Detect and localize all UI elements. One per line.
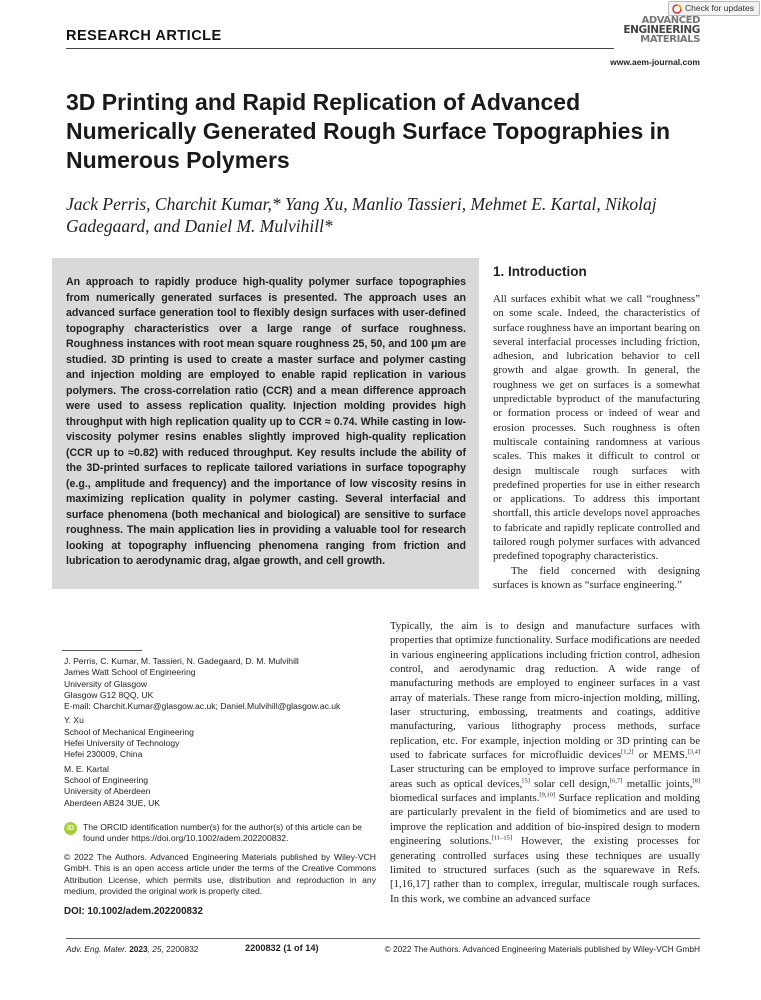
affiliation-line: Y. Xu: [64, 715, 84, 726]
affiliation-line: School of Engineering: [64, 774, 149, 785]
section-heading-introduction: 1. Introduction: [493, 264, 587, 279]
doi-link[interactable]: DOI: 10.1002/adem.202200832: [64, 906, 203, 917]
check-for-updates-button[interactable]: [668, 1, 760, 16]
introduction-column: [493, 292, 700, 592]
introduction-paragraph-2: [390, 619, 700, 906]
affiliation-line: Glasgow G12 8QQ, UK: [64, 689, 154, 700]
affiliation-block: [64, 764, 376, 809]
intro-text: solar cell design,: [529, 777, 611, 790]
orcid-note: [64, 822, 376, 845]
affiliation-line: James Watt School of Engineering: [64, 667, 196, 678]
intro-paragraph-1: All surfaces exhibit what we call “roughness” on some scale. Indeed, the characteristics of surface roughness have an important bearing on several interfacial processes including friction, adhesion, and lubrication behavior to cell growth and algae growth. In general, the roughness we get on surfaces is a somewhat unpredictable byproduct of the manufacturing or formation process or indeed of wear and erosion processes. Such roughness is often multiscale containing randomness at various scales. This makes it difficult to control or design multiscale rough surfaces with predefined properties for use in either research or applications. To address this important shortfall, this article develops novel approaches to fabricate and rapidly replicate controlled and tailored rough polymer surfaces with advanced predefined topography characteristics.: [493, 293, 700, 563]
affiliations: [64, 656, 376, 812]
reference-link[interactable]: [9,10]: [539, 791, 556, 799]
affiliation-line: School of Mechanical Engineering: [64, 726, 194, 737]
footer-rule: [66, 938, 700, 939]
footer-copyright: © 2022 The Authors. Advanced Engineering Materials published by Wiley-VCH GmbH: [384, 944, 700, 954]
orcid-note-text[interactable]: The ORCID identification number(s) for the author(s) of this article can be found under https://doi.org/10.1002/adem.202200832.: [83, 822, 362, 844]
author-list: Jack Perris, Charchit Kumar,* Yang Xu, Manlio Tassieri, Mehmet E. Kartal, Nikolaj Gadegaard, and Daniel M. Mulvihill*: [66, 194, 657, 236]
affiliation-line: J. Perris, C. Kumar, M. Tassieri, N. Gadegaard, D. M. Mulvihill: [64, 656, 299, 666]
affiliation-line: University of Glasgow: [64, 678, 148, 689]
update-check-icon: [672, 4, 682, 14]
intro-text: or MEMS.: [633, 749, 688, 762]
orcid-icon: iD: [64, 822, 77, 835]
footer-article-number: , 2200832: [161, 944, 199, 954]
intro-text: biomedical surfaces and implants.: [390, 792, 540, 805]
reference-link[interactable]: [5]: [522, 777, 530, 785]
affiliation-block: [64, 656, 376, 712]
affiliation-line: Aberdeen AB24 3UE, UK: [64, 797, 161, 808]
logo-line-3: MATERIALS: [640, 34, 700, 45]
article-title: 3D Printing and Rapid Replication of Advanced Numerically Generated Rough Surface Topographies in Numerous Polymers: [66, 89, 671, 173]
logo-line-1: ADVANCED: [641, 15, 700, 26]
affiliation-email-line[interactable]: E-mail: Charchit.Kumar@glasgow.ac.uk; Daniel.Mulvihill@glasgow.ac.uk: [64, 701, 341, 712]
intro-text: However, the existing processes for generating controlled surfaces using these techniques are usually limited to structured surfaces (such as the squarewave in Refs. [1,16,17] rather than to complex, irregular, multiscale rough surfaces. In this work, we combine an advanced surface: [390, 835, 701, 905]
footer-journal: Adv. Eng. Mater.: [66, 944, 127, 954]
license-text: © 2022 The Authors. Advanced Engineering Materials published by Wiley-VCH GmbH. This is an open access article under the terms of the Creative Commons Attribution License, which permits use, distribution and reproduction in any medium, provided the original work is properly cited.: [64, 852, 376, 896]
reference-link[interactable]: [6,7]: [610, 777, 623, 785]
affiliation-line: Hefei 230009, China: [64, 749, 143, 760]
footer-year: 2023: [129, 944, 148, 954]
affiliation-rule: [62, 650, 142, 651]
affiliation-block: [64, 715, 376, 760]
check-for-updates-label: Check for updates: [685, 3, 754, 13]
article-type-label: RESEARCH ARTICLE: [66, 28, 222, 44]
reference-link[interactable]: [11–15]: [491, 834, 512, 842]
affiliation-line: M. E. Kartal: [64, 763, 109, 774]
footer-citation: Adv. Eng. Mater. 2023, 25, 2200832: [66, 944, 199, 954]
intro-paragraph-2-start: The field concerned with designing surfaces is known as “surface engineering.”: [493, 564, 700, 591]
intro-text: metallic joints,: [622, 777, 693, 790]
reference-link[interactable]: [3,4]: [687, 748, 700, 756]
affiliation-line: University of Aberdeen: [64, 786, 151, 797]
logo-line-2: ENGINEERING: [623, 23, 700, 36]
reference-link[interactable]: [1,2]: [621, 748, 634, 756]
journal-url-link[interactable]: www.aem-journal.com: [610, 57, 700, 67]
intro-text: Typically, the aim is to design and manufacture surfaces with properties that optimize functionality. Surface modifications are needed in various engineering applications including friction control, adhesion control, and aerodynamic drag reduction. A wide range of manufacturing methods are employed to engineer surfaces in a vast array of materials. These range from micro-injection molding, milling, laser structuring, embossing, treatments and coatings, additive manufacturing, various lithography process methods, surface replication, etc. For example, injection molding or 3D printing can be used to fabricate surfaces for microfluidic devices: [390, 620, 700, 762]
journal-logo: [620, 16, 700, 45]
reference-link[interactable]: [8]: [692, 777, 700, 785]
intro-text: Surface replication and molding are particularly prevalent in the field of biomimetics and are used to improve the replication and addition of bio-inspired design to modern engineering solutions.: [390, 792, 700, 848]
footer-volume: 25: [152, 944, 162, 954]
abstract-text: An approach to rapidly produce high-quality polymer surface topographies from numerically generated surfaces is presented. The approach uses an advanced surface generation tool to flexibly design surfaces with user-defined topography characteristics over a large range of surface roughness. Roughness instances with root mean square roughness 25, 50, and 100 μm are studied. 3D printing is used to create a master surface and polymer casting and injection molding are employed to enable rapid replication in various polymers. The cross-correlation ratio (CCR) and a mean difference approach were used to assess replication quality. Injection molding provides high throughput with high replication quality up to CCR ≈ 0.74. While casting in low-viscosity polymer resins enables slightly improved high-quality replication (CCR up to ≈0.82) with reduced throughput. Key results include the ability of the 3D-printed surfaces to replicate tailored variations in surface topography (e.g., amplitude and frequency) and the importance of low viscosity resins in maximizing replication quality in polymer casting. Several interfacial and surface phenomena (both mechanical and biological) are sensitive to surface roughness. The main application lies in providing a valuable tool for research looking at topography influencing phenomena ranging from friction and lubrication to aerodynamic drag, algae growth, and cell growth.: [66, 276, 466, 567]
footer-page-number: 2200832 (1 of 14): [245, 943, 319, 953]
intro-text: Laser structuring can be employed to improve surface performance in areas such as optical devices,: [390, 763, 700, 790]
affiliation-line: Hefei University of Technology: [64, 738, 180, 749]
header-rule: [66, 48, 614, 49]
